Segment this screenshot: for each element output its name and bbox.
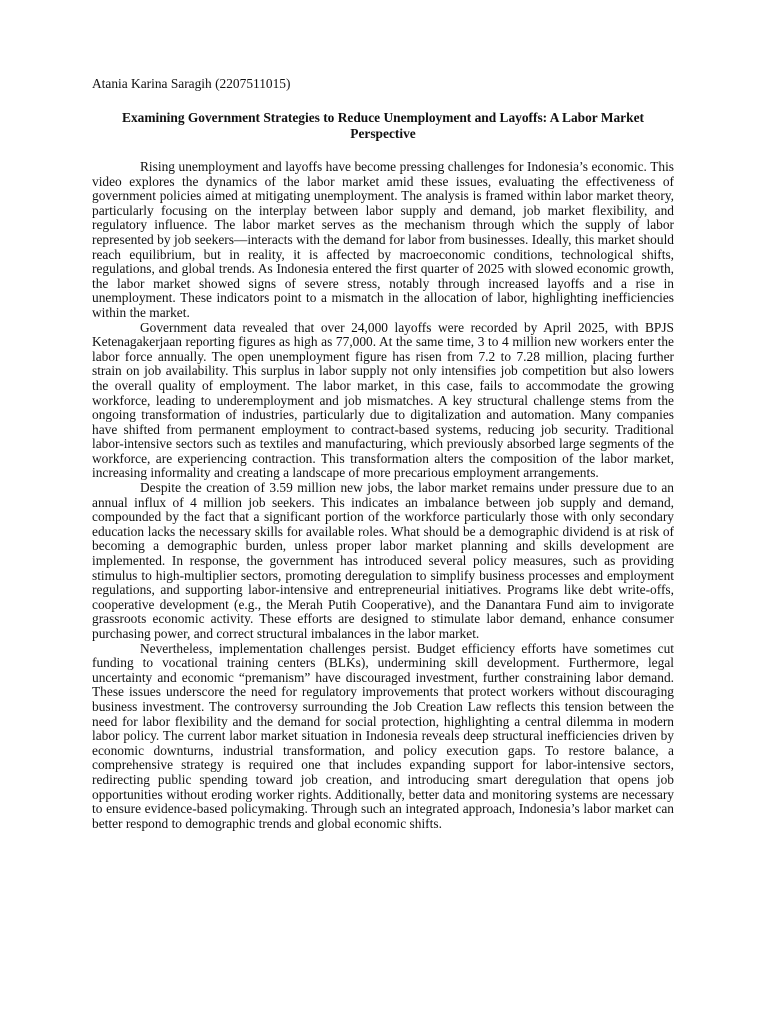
paragraph-4: Nevertheless, implementation challenges persist. Budget efficiency efforts have sometimes cut funding to vocational training centers (BLKs), undermining skill development. Furthermore, legal uncertainty and economic “premanism” have discouraged investment, further constraining labor demand. These issues underscore the need for regulatory improvements that protect workers without discouraging business investment. The controversy surrounding the Job Creation Law reflects this tension between the need for labor flexibility and the demand for social protection, highlighting a central dilemma in modern labor policy. The current labor market situation in Indonesia reveals deep structural inefficiencies driven by economic downturns, industrial transformation, and policy execution gaps. To restore balance, a comprehensive strategy is required one that includes expanding support for labor-intensive sectors, redirecting public spending toward job creation, and introducing smart deregulation that opens job opportunities without eroding worker rights. Additionally, better data and monitoring systems are necessary to ensure evidence-based policymaking. Through such an integrated approach, Indonesia’s labor market can better respond to demographic trends and global economic shifts. — [92, 640, 674, 831]
paragraph-3: Despite the creation of 3.59 million new jobs, the labor market remains under pressure due to an annual influx of 4 million job seekers. This indicates an imbalance between job supply and demand, compounded by the fact that a significant portion of the workforce particularly those with only secondary education lacks the necessary skills for available roles. What should be a demographic dividend is at risk of becoming a demographic burden, unless proper labor market planning and skills development are implemented. In response, the government has introduced several policy measures, such as providing stimulus to high-multiplier sectors, promoting deregulation to simplify business processes and employment regulations, and supporting labor-intensive and entrepreneurial initiatives. Programs like debt write-offs, cooperative development (e.g., the Merah Putih Cooperative), and the Danantara Fund aim to invigorate grassroots economic activity. These efforts are designed to stimulate labor demand, enhance consumer purchasing power, and correct structural imbalances in the labor market. — [92, 480, 674, 641]
document-title: Examining Government Strategies to Reduce Unemployment and Layoffs: A Labor Market Perspective — [122, 110, 644, 141]
document-body — [92, 76, 674, 831]
author-line: Atania Karina Saragih (2207511015) — [92, 76, 291, 91]
paragraph-1: Rising unemployment and layoffs have become pressing challenges for Indonesia’s economic. This video explores the dynamics of the labor market amid these issues, evaluating the effectiveness of government policies aimed at mitigating unemployment. The analysis is framed within labor market theory, particularly focusing on the interplay between labor supply and demand, job market flexibility, and regulatory influence. The labor market serves as the mechanism through which the supply of labor represented by job seekers—interacts with the demand for labor from businesses. Ideally, this market should reach equilibrium, but in reality, it is affected by macroeconomic conditions, technological shifts, regulations, and global trends. As Indonesia entered the first quarter of 2025 with slowed economic growth, the labor market showed signs of severe stress, notably through increased layoffs and a rise in unemployment. These indicators point to a mismatch in the allocation of labor, highlighting inefficiencies within the market. — [92, 159, 674, 320]
paragraph-2: Government data revealed that over 24,000 layoffs were recorded by April 2025, with BPJS Ketenagakerjaan reporting figures as high as 77,000. At the same time, 3 to 4 million new workers enter the labor force annually. The open unemployment figure has risen from 7.2 to 7.28 million, placing further strain on job availability. This surplus in labor supply not only intensifies job competition but also lowers the overall quality of employment. The labor market, in this case, fails to accommodate the growing workforce, leading to underemployment and job mismatches. A key structural challenge stems from the ongoing transformation of industries, particularly due to digitalization and automation. Many companies have shifted from permanent employment to contract-based systems, reducing job security. Traditional labor-intensive sectors such as textiles and manufacturing, which previously absorbed large segments of the workforce, are experiencing contraction. This transformation alters the composition of the labor market, increasing informality and creating a landscape of more precarious employment arrangements. — [92, 319, 674, 481]
